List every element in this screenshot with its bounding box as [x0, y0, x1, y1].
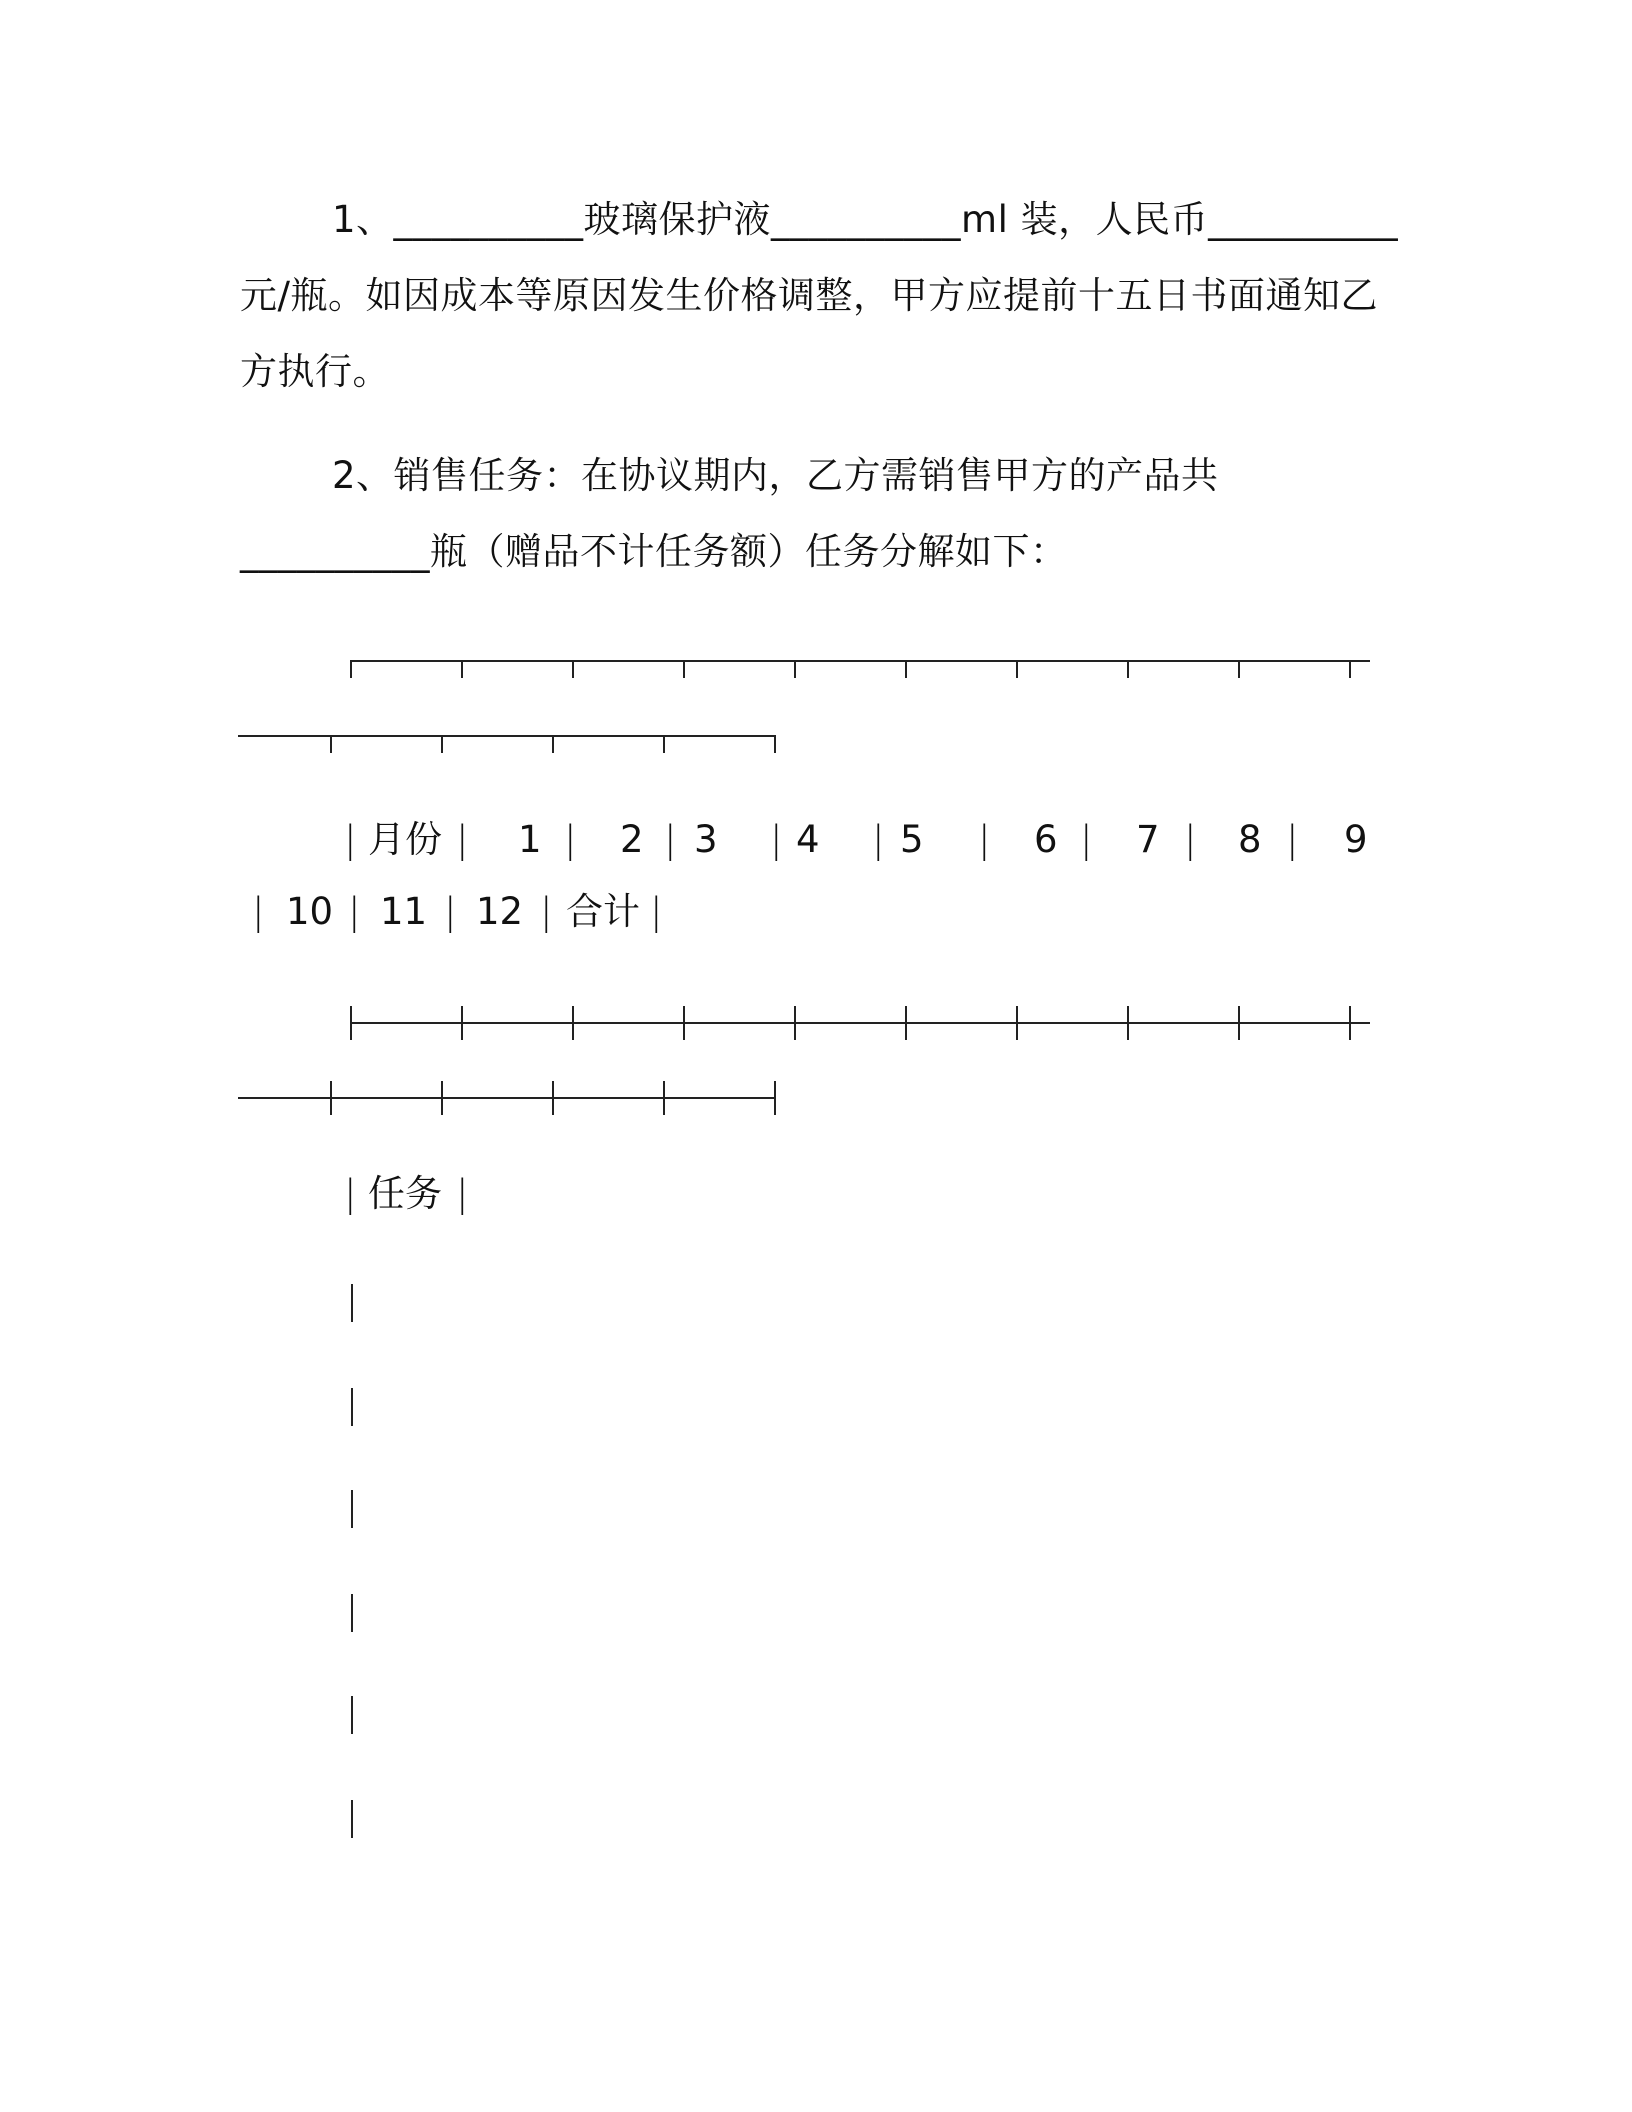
table-top-tick: [1016, 660, 1018, 678]
header-month-10: 10: [286, 890, 334, 933]
cell-divider: |: [1080, 818, 1093, 861]
header-month-label: 月份: [368, 818, 442, 861]
table-top-tick: [572, 660, 574, 678]
table-top-tick: [905, 660, 907, 678]
table-top-tick: [552, 735, 554, 753]
cell-divider: |: [348, 890, 361, 933]
table-mid-tick: [330, 1081, 332, 1115]
header-month-5: 5: [900, 818, 924, 861]
table-top-tick: [774, 735, 776, 753]
cell-divider: |: [770, 818, 783, 861]
paragraph1-line3: 方执行。: [240, 350, 390, 393]
cell-divider: |: [540, 890, 553, 933]
table-mid-tick: [572, 1006, 574, 1040]
paragraph1-line2: 元/瓶。如因成本等原因发生价格调整，甲方应提前十五日书面通知乙: [240, 274, 1378, 317]
row-left-border: [351, 1388, 353, 1426]
header-total-label: 合计: [566, 890, 640, 933]
cell-divider: |: [456, 818, 469, 861]
table-mid-tick: [350, 1006, 352, 1040]
table-top-tick: [1349, 660, 1351, 678]
table-mid-tick: [663, 1081, 665, 1115]
table-mid-tick: [441, 1081, 443, 1115]
table-top-tick: [663, 735, 665, 753]
row-task-label: 任务: [368, 1172, 442, 1215]
cell-divider: |: [344, 818, 357, 861]
table-top-border: [350, 660, 1370, 662]
header-month-11: 11: [380, 890, 428, 933]
table-top-tick: [350, 660, 352, 678]
row-left-border: [351, 1594, 353, 1632]
cell-divider: |: [664, 818, 677, 861]
table-mid-tick: [683, 1006, 685, 1040]
cell-divider: |: [344, 1172, 357, 1215]
table-top-tick: [794, 660, 796, 678]
cell-divider: |: [1286, 818, 1299, 861]
paragraph2-line1: 2、销售任务：在协议期内，乙方需销售甲方的产品共: [332, 454, 1219, 497]
table-mid-tick: [1127, 1006, 1129, 1040]
table-top-tick: [683, 660, 685, 678]
table-top-tick: [441, 735, 443, 753]
table-top-tick: [1238, 660, 1240, 678]
header-month-2: 2: [620, 818, 644, 861]
table-mid-tick: [552, 1081, 554, 1115]
table-mid-tick: [1349, 1006, 1351, 1040]
row-left-border: [351, 1284, 353, 1322]
table-top-border-wrap: [238, 735, 776, 737]
header-month-6: 6: [1034, 818, 1058, 861]
table-mid-border-wrap: [238, 1097, 776, 1099]
row-left-border: [351, 1800, 353, 1838]
cell-divider: |: [872, 818, 885, 861]
header-month-7: 7: [1136, 818, 1160, 861]
cell-divider: |: [978, 818, 991, 861]
header-month-1: 1: [518, 818, 542, 861]
cell-divider: |: [456, 1172, 469, 1215]
cell-divider: |: [650, 890, 663, 933]
table-mid-tick: [461, 1006, 463, 1040]
header-month-4: 4: [796, 818, 820, 861]
paragraph2-line2: __________瓶（赠品不计任务额）任务分解如下：: [240, 530, 1068, 573]
row-left-border: [351, 1696, 353, 1734]
table-mid-border: [350, 1022, 1370, 1024]
header-month-12: 12: [476, 890, 524, 933]
cell-divider: |: [444, 890, 457, 933]
header-month-3: 3: [694, 818, 718, 861]
table-top-tick: [330, 735, 332, 753]
row-left-border: [351, 1490, 353, 1528]
cell-divider: |: [564, 818, 577, 861]
table-mid-tick: [794, 1006, 796, 1040]
header-month-8: 8: [1238, 818, 1262, 861]
table-top-tick: [461, 660, 463, 678]
table-mid-tick: [1016, 1006, 1018, 1040]
cell-divider: |: [1184, 818, 1197, 861]
header-month-9: 9: [1344, 818, 1368, 861]
paragraph1-line1: 1、__________玻璃保护液__________ml 装，人民币__________: [332, 198, 1399, 241]
table-top-tick: [1127, 660, 1129, 678]
table-mid-tick: [1238, 1006, 1240, 1040]
table-mid-tick: [774, 1081, 776, 1115]
table-mid-tick: [905, 1006, 907, 1040]
cell-divider: |: [252, 890, 265, 933]
